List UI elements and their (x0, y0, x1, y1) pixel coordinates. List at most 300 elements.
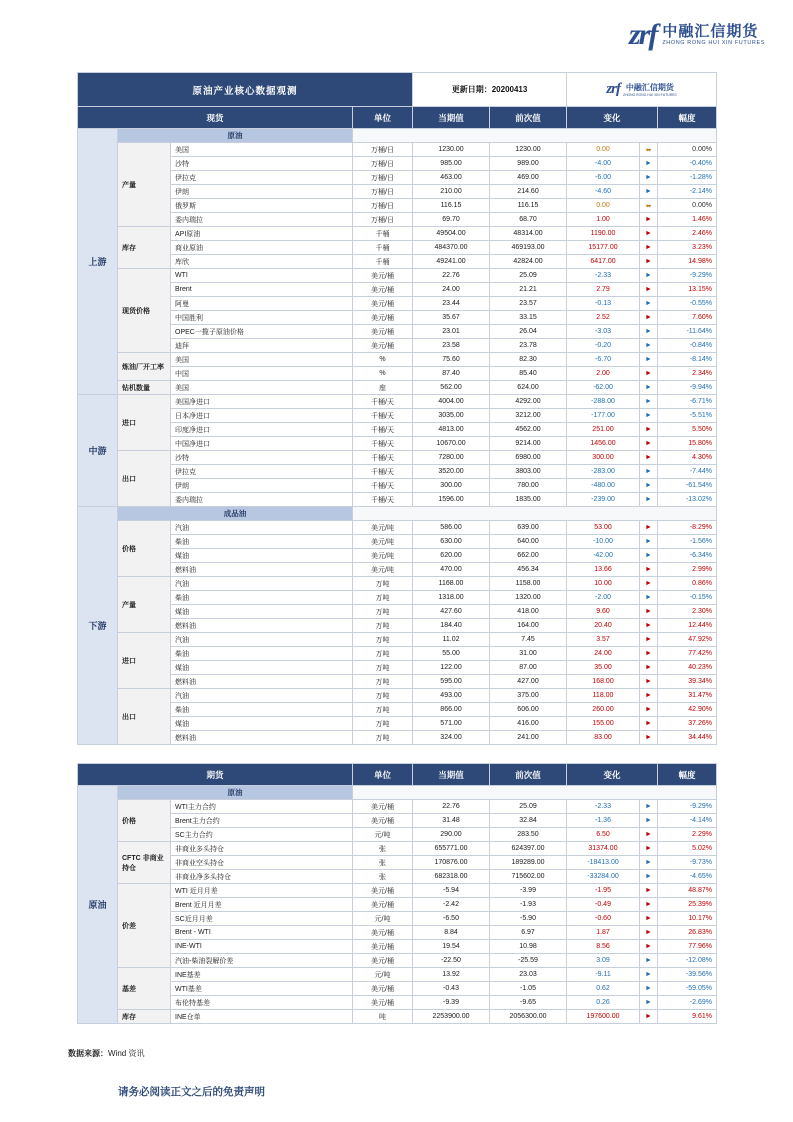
row-unit: 千桶 (353, 241, 413, 255)
row-item-label: 沙特 (171, 157, 353, 171)
table-row (78, 297, 717, 311)
table-row (78, 199, 717, 213)
row-change-pct: 5.02% (658, 842, 717, 856)
header-logo (567, 73, 717, 107)
row-change-pct: -11.64% (658, 325, 717, 339)
row-change-pct: 47.92% (658, 633, 717, 647)
row-unit: 千桶/天 (353, 493, 413, 507)
row-item-label: 燃料油 (171, 731, 353, 745)
row-change-value: 0.00 (567, 199, 640, 213)
logo-company-name-en: ZHONG RONG HUI XIN FUTURES (623, 93, 677, 97)
row-change-value: -42.00 (567, 549, 640, 563)
trend-arrow-icon: ► (640, 884, 658, 898)
table-row (78, 731, 717, 745)
row-change-pct: -9.29% (658, 269, 717, 283)
row-item-label: 燃料油 (171, 563, 353, 577)
row-item-label: SC近月月差 (171, 912, 353, 926)
row-item-label: 中国 (171, 367, 353, 381)
table-row (78, 325, 717, 339)
column-header-row (78, 107, 717, 129)
row-change-pct: 4.30% (658, 451, 717, 465)
row-item-label: 燃料油 (171, 675, 353, 689)
row-previous-value: 1835.00 (490, 493, 567, 507)
row-change-pct: 25.39% (658, 898, 717, 912)
table-row (78, 577, 717, 591)
row-item-label: 汽油 (171, 689, 353, 703)
trend-arrow-icon: ► (640, 591, 658, 605)
row-current-value: 87.40 (413, 367, 490, 381)
row-unit: 千桶/天 (353, 409, 413, 423)
table-row (78, 661, 717, 675)
table-row (78, 689, 717, 703)
row-unit: 万吨 (353, 675, 413, 689)
row-previous-value: 7.45 (490, 633, 567, 647)
row-change-value: 2.79 (567, 283, 640, 297)
trend-arrow-icon: ► (640, 647, 658, 661)
row-change-value: 2.52 (567, 311, 640, 325)
row-change-pct: 31.47% (658, 689, 717, 703)
row-unit: 美元/桶 (353, 982, 413, 996)
trend-arrow-icon: ► (640, 185, 658, 199)
row-unit: 美元/吨 (353, 535, 413, 549)
row-unit: 万吨 (353, 717, 413, 731)
column-header-change: 变化 (567, 764, 658, 786)
row-previous-value: -1.93 (490, 898, 567, 912)
row-previous-value: 640.00 (490, 535, 567, 549)
row-change-pct: 42.90% (658, 703, 717, 717)
row-current-value: 470.00 (413, 563, 490, 577)
table-row (78, 227, 717, 241)
table-row (78, 493, 717, 507)
row-item-label: 委内瑞拉 (171, 213, 353, 227)
row-previous-value: -25.59 (490, 954, 567, 968)
column-header-unit: 单位 (353, 107, 413, 129)
row-unit: 万桶/日 (353, 185, 413, 199)
row-unit: 美元/桶 (353, 940, 413, 954)
row-unit: 万吨 (353, 633, 413, 647)
row-change-pct: -4.65% (658, 870, 717, 884)
table-row (78, 465, 717, 479)
row-unit: 万吨 (353, 689, 413, 703)
row-unit: % (353, 353, 413, 367)
row-change-value: 35.00 (567, 661, 640, 675)
table-row (78, 311, 717, 325)
row-change-pct: 2.46% (658, 227, 717, 241)
row-current-value: 24.00 (413, 283, 490, 297)
row-change-value: 83.00 (567, 731, 640, 745)
row-current-value: 1596.00 (413, 493, 490, 507)
table-row (78, 283, 717, 297)
row-unit: 千桶/天 (353, 465, 413, 479)
row-previous-value: 662.00 (490, 549, 567, 563)
group-label: 产量 (118, 143, 171, 227)
row-unit: 千桶/天 (353, 395, 413, 409)
row-item-label: SC主力合约 (171, 828, 353, 842)
row-current-value: 324.00 (413, 731, 490, 745)
row-unit: 万桶/日 (353, 171, 413, 185)
row-change-pct: -1.28% (658, 171, 717, 185)
row-change-pct: 2.30% (658, 605, 717, 619)
trend-arrow-icon: ► (640, 982, 658, 996)
table-row (78, 842, 717, 856)
row-unit: 万吨 (353, 647, 413, 661)
trend-arrow-icon: ► (640, 269, 658, 283)
trend-arrow-icon: ► (640, 968, 658, 982)
row-previous-value: -1.05 (490, 982, 567, 996)
row-item-label: WTI主力合约 (171, 800, 353, 814)
row-current-value: 7280.00 (413, 451, 490, 465)
row-item-label: 汽油 (171, 633, 353, 647)
row-unit: 美元/桶 (353, 325, 413, 339)
trend-arrow-icon: ► (640, 717, 658, 731)
trend-arrow-icon: ► (640, 437, 658, 451)
trend-arrow-icon: ► (640, 423, 658, 437)
row-item-label: 煤油 (171, 549, 353, 563)
row-change-value: 251.00 (567, 423, 640, 437)
row-current-value: 985.00 (413, 157, 490, 171)
side-label-upstream: 上游 (78, 129, 118, 395)
row-unit: 美元/桶 (353, 814, 413, 828)
row-previous-value: 639.00 (490, 521, 567, 535)
row-change-value: -480.00 (567, 479, 640, 493)
row-change-value: 15177.00 (567, 241, 640, 255)
table-row (78, 647, 717, 661)
table-row (78, 535, 717, 549)
table-row (78, 521, 717, 535)
table-row (78, 800, 717, 814)
row-current-value: 10670.00 (413, 437, 490, 451)
row-previous-value: 21.21 (490, 283, 567, 297)
row-previous-value: 23.78 (490, 339, 567, 353)
table-row (78, 926, 717, 940)
table-row (78, 870, 717, 884)
group-label: 产量 (118, 577, 171, 633)
data-source (68, 1048, 144, 1059)
table-row (78, 675, 717, 689)
row-change-value: 9.60 (567, 605, 640, 619)
row-current-value: -0.43 (413, 982, 490, 996)
row-change-value: -239.00 (567, 493, 640, 507)
column-header-previous: 前次值 (490, 764, 567, 786)
row-current-value: 866.00 (413, 703, 490, 717)
row-change-pct: 14.98% (658, 255, 717, 269)
row-change-value: 10.00 (567, 577, 640, 591)
row-current-value: 3520.00 (413, 465, 490, 479)
row-current-value: 620.00 (413, 549, 490, 563)
table-row (78, 409, 717, 423)
row-item-label: 煤油 (171, 661, 353, 675)
row-change-value: -0.13 (567, 297, 640, 311)
row-change-pct: -12.08% (658, 954, 717, 968)
trend-arrow-icon: ► (640, 157, 658, 171)
row-current-value: 586.00 (413, 521, 490, 535)
table-row (78, 856, 717, 870)
data-source-value: Wind 资讯 (108, 1049, 145, 1058)
row-current-value: 210.00 (413, 185, 490, 199)
row-previous-value: 214.60 (490, 185, 567, 199)
row-previous-value: 2056300.00 (490, 1010, 567, 1024)
row-previous-value: 780.00 (490, 479, 567, 493)
row-item-label: API原油 (171, 227, 353, 241)
row-item-label: Brent主力合约 (171, 814, 353, 828)
trend-arrow-icon: ► (640, 1010, 658, 1024)
row-change-value: -288.00 (567, 395, 640, 409)
trend-arrow-icon: ► (640, 549, 658, 563)
row-change-value: -6.00 (567, 171, 640, 185)
column-header-spot: 现货 (78, 107, 353, 129)
disclaimer-text: 请务必阅读正文之后的免责声明 (118, 1086, 265, 1098)
row-previous-value: 624397.00 (490, 842, 567, 856)
row-current-value: -2.42 (413, 898, 490, 912)
row-change-value: 260.00 (567, 703, 640, 717)
row-unit: 美元/桶 (353, 926, 413, 940)
row-unit: 万吨 (353, 731, 413, 745)
row-previous-value: -9.65 (490, 996, 567, 1010)
column-header-range: 幅度 (658, 107, 717, 129)
row-change-value: 8.56 (567, 940, 640, 954)
row-change-pct: 39.34% (658, 675, 717, 689)
trend-arrow-icon: ► (640, 255, 658, 269)
row-previous-value: 3212.00 (490, 409, 567, 423)
row-change-value: 53.00 (567, 521, 640, 535)
trend-arrow-icon: ► (640, 996, 658, 1010)
row-change-pct: -59.05% (658, 982, 717, 996)
row-item-label: 柴油 (171, 591, 353, 605)
row-unit: 万桶/日 (353, 143, 413, 157)
row-unit: 万吨 (353, 577, 413, 591)
row-item-label: 柴油 (171, 647, 353, 661)
row-previous-value: 469.00 (490, 171, 567, 185)
row-change-value: -0.49 (567, 898, 640, 912)
row-unit: 万桶/日 (353, 157, 413, 171)
logo-company-name-en: ZHONG RONG HUI XIN FUTURES (662, 40, 765, 47)
group-label: 进口 (118, 633, 171, 689)
row-change-pct: 0.00% (658, 199, 717, 213)
row-item-label: INE-WTI (171, 940, 353, 954)
row-item-label: 美国 (171, 381, 353, 395)
table-row (78, 828, 717, 842)
row-change-value: 197600.00 (567, 1010, 640, 1024)
row-item-label: 日本净进口 (171, 409, 353, 423)
section-band-row (78, 786, 717, 800)
logo-mark-icon: zrf (606, 81, 620, 97)
row-previous-value: 82.30 (490, 353, 567, 367)
row-previous-value: 416.00 (490, 717, 567, 731)
table-row (78, 633, 717, 647)
side-label-downstream: 下游 (78, 507, 118, 745)
row-current-value: 184.40 (413, 619, 490, 633)
row-change-value: 3.57 (567, 633, 640, 647)
trend-arrow-icon: ► (640, 227, 658, 241)
trend-arrow-icon: ► (640, 381, 658, 395)
row-unit: 万吨 (353, 605, 413, 619)
row-unit: 千桶/天 (353, 437, 413, 451)
column-header-unit: 单位 (353, 764, 413, 786)
row-previous-value: 1158.00 (490, 577, 567, 591)
row-change-pct: -39.56% (658, 968, 717, 982)
row-change-pct: 77.42% (658, 647, 717, 661)
row-change-value: 3.09 (567, 954, 640, 968)
row-item-label: WTI 近月月差 (171, 884, 353, 898)
row-unit: 元/吨 (353, 828, 413, 842)
table-row (78, 982, 717, 996)
table-row (78, 171, 717, 185)
row-change-value: 13.66 (567, 563, 640, 577)
table-row (78, 213, 717, 227)
row-current-value: 116.15 (413, 199, 490, 213)
row-change-value: 0.26 (567, 996, 640, 1010)
row-previous-value: 23.57 (490, 297, 567, 311)
row-change-value: 168.00 (567, 675, 640, 689)
row-change-value: -283.00 (567, 465, 640, 479)
trend-arrow-icon: ► (640, 870, 658, 884)
row-change-pct: 12.44% (658, 619, 717, 633)
trend-arrow-icon: ► (640, 339, 658, 353)
row-unit: 千桶/天 (353, 479, 413, 493)
column-header-range: 幅度 (658, 764, 717, 786)
table-row (78, 353, 717, 367)
group-label: 价格 (118, 521, 171, 577)
row-change-value: 1190.00 (567, 227, 640, 241)
row-item-label: OPEC一揽子原油价格 (171, 325, 353, 339)
table-row (78, 605, 717, 619)
row-previous-value: 25.09 (490, 800, 567, 814)
row-current-value: 23.58 (413, 339, 490, 353)
row-previous-value: 4562.00 (490, 423, 567, 437)
table-row (78, 255, 717, 269)
row-item-label: Brent 近月月差 (171, 898, 353, 912)
row-previous-value: -5.90 (490, 912, 567, 926)
row-previous-value: 1320.00 (490, 591, 567, 605)
row-current-value: 23.01 (413, 325, 490, 339)
row-change-pct: 15.80% (658, 437, 717, 451)
page-title: 原油产业核心数据观测 (78, 73, 413, 107)
row-change-pct: 7.60% (658, 311, 717, 325)
row-change-value: 1.00 (567, 213, 640, 227)
row-change-value: -0.20 (567, 339, 640, 353)
row-change-pct: 48.87% (658, 884, 717, 898)
column-header-change: 变化 (567, 107, 658, 129)
row-change-pct: 77.96% (658, 940, 717, 954)
row-previous-value: 116.15 (490, 199, 567, 213)
row-current-value: -9.39 (413, 996, 490, 1010)
row-item-label: 煤油 (171, 605, 353, 619)
row-change-pct: -6.34% (658, 549, 717, 563)
trend-arrow-icon: ► (640, 479, 658, 493)
trend-arrow-icon: ► (640, 213, 658, 227)
row-current-value: 23.44 (413, 297, 490, 311)
row-change-value: -1.36 (567, 814, 640, 828)
row-previous-value: 9214.00 (490, 437, 567, 451)
group-label: 现货价格 (118, 269, 171, 353)
row-unit: 座 (353, 381, 413, 395)
row-item-label: 汽油 (171, 577, 353, 591)
row-current-value: 4813.00 (413, 423, 490, 437)
row-change-value: 6.50 (567, 828, 640, 842)
trend-arrow-icon: ► (640, 814, 658, 828)
row-previous-value: 85.40 (490, 367, 567, 381)
row-current-value: 13.92 (413, 968, 490, 982)
row-unit: 美元/桶 (353, 311, 413, 325)
row-unit: 美元/桶 (353, 996, 413, 1010)
row-unit: 千桶 (353, 227, 413, 241)
row-change-pct: 3.23% (658, 241, 717, 255)
row-current-value: 22.76 (413, 269, 490, 283)
group-label: 钻机数量 (118, 381, 171, 395)
row-previous-value: 6980.00 (490, 451, 567, 465)
logo-company-name-cn: 中融汇信期货 (662, 22, 759, 40)
row-current-value: 290.00 (413, 828, 490, 842)
row-unit: 美元/吨 (353, 563, 413, 577)
table-row (78, 451, 717, 465)
row-current-value: 427.60 (413, 605, 490, 619)
group-label: 库存 (118, 1010, 171, 1024)
row-change-value: 24.00 (567, 647, 640, 661)
row-change-value: -9.11 (567, 968, 640, 982)
trend-arrow-icon: ► (640, 828, 658, 842)
row-item-label: 迪拜 (171, 339, 353, 353)
row-unit: 美元/桶 (353, 269, 413, 283)
table-row (78, 437, 717, 451)
row-item-label: 印度净进口 (171, 423, 353, 437)
table-row (78, 563, 717, 577)
row-change-pct: 40.23% (658, 661, 717, 675)
table-row (78, 367, 717, 381)
row-current-value: 8.84 (413, 926, 490, 940)
data-source-label: 数据来源： (68, 1049, 108, 1058)
row-current-value: 655771.00 (413, 842, 490, 856)
row-item-label: 美国 (171, 143, 353, 157)
trend-arrow-icon: ► (640, 521, 658, 535)
row-item-label: 沙特 (171, 451, 353, 465)
section-label-products: 成品油 (118, 507, 353, 521)
row-unit: 美元/桶 (353, 339, 413, 353)
table-row (78, 912, 717, 926)
row-previous-value: 3803.00 (490, 465, 567, 479)
row-change-value: 1.87 (567, 926, 640, 940)
row-change-value: -4.60 (567, 185, 640, 199)
row-change-pct: -0.40% (658, 157, 717, 171)
row-unit: 万吨 (353, 619, 413, 633)
row-current-value: 493.00 (413, 689, 490, 703)
row-item-label: 柴油 (171, 535, 353, 549)
row-unit: 万吨 (353, 591, 413, 605)
logo-mark-icon: zrf (628, 18, 657, 51)
group-label: 价差 (118, 884, 171, 968)
row-item-label: 煤油 (171, 717, 353, 731)
row-unit: 美元/桶 (353, 283, 413, 297)
trend-arrow-icon: ► (640, 409, 658, 423)
trend-arrow-icon: ► (640, 703, 658, 717)
row-previous-value: 31.00 (490, 647, 567, 661)
row-current-value: -5.94 (413, 884, 490, 898)
trend-arrow-icon: ► (640, 353, 658, 367)
row-change-value: -1.95 (567, 884, 640, 898)
table-row (78, 381, 717, 395)
row-change-value: 20.40 (567, 619, 640, 633)
trend-arrow-icon: ► (640, 311, 658, 325)
row-change-value: 155.00 (567, 717, 640, 731)
section-label-crude: 原油 (118, 786, 353, 800)
table-row (78, 884, 717, 898)
row-unit: 万桶/日 (353, 213, 413, 227)
row-previous-value: 6.97 (490, 926, 567, 940)
trend-arrow-icon: ► (640, 451, 658, 465)
table-row (78, 968, 717, 982)
row-change-pct: -2.69% (658, 996, 717, 1010)
row-change-value: -62.00 (567, 381, 640, 395)
trend-arrow-icon: ► (640, 605, 658, 619)
